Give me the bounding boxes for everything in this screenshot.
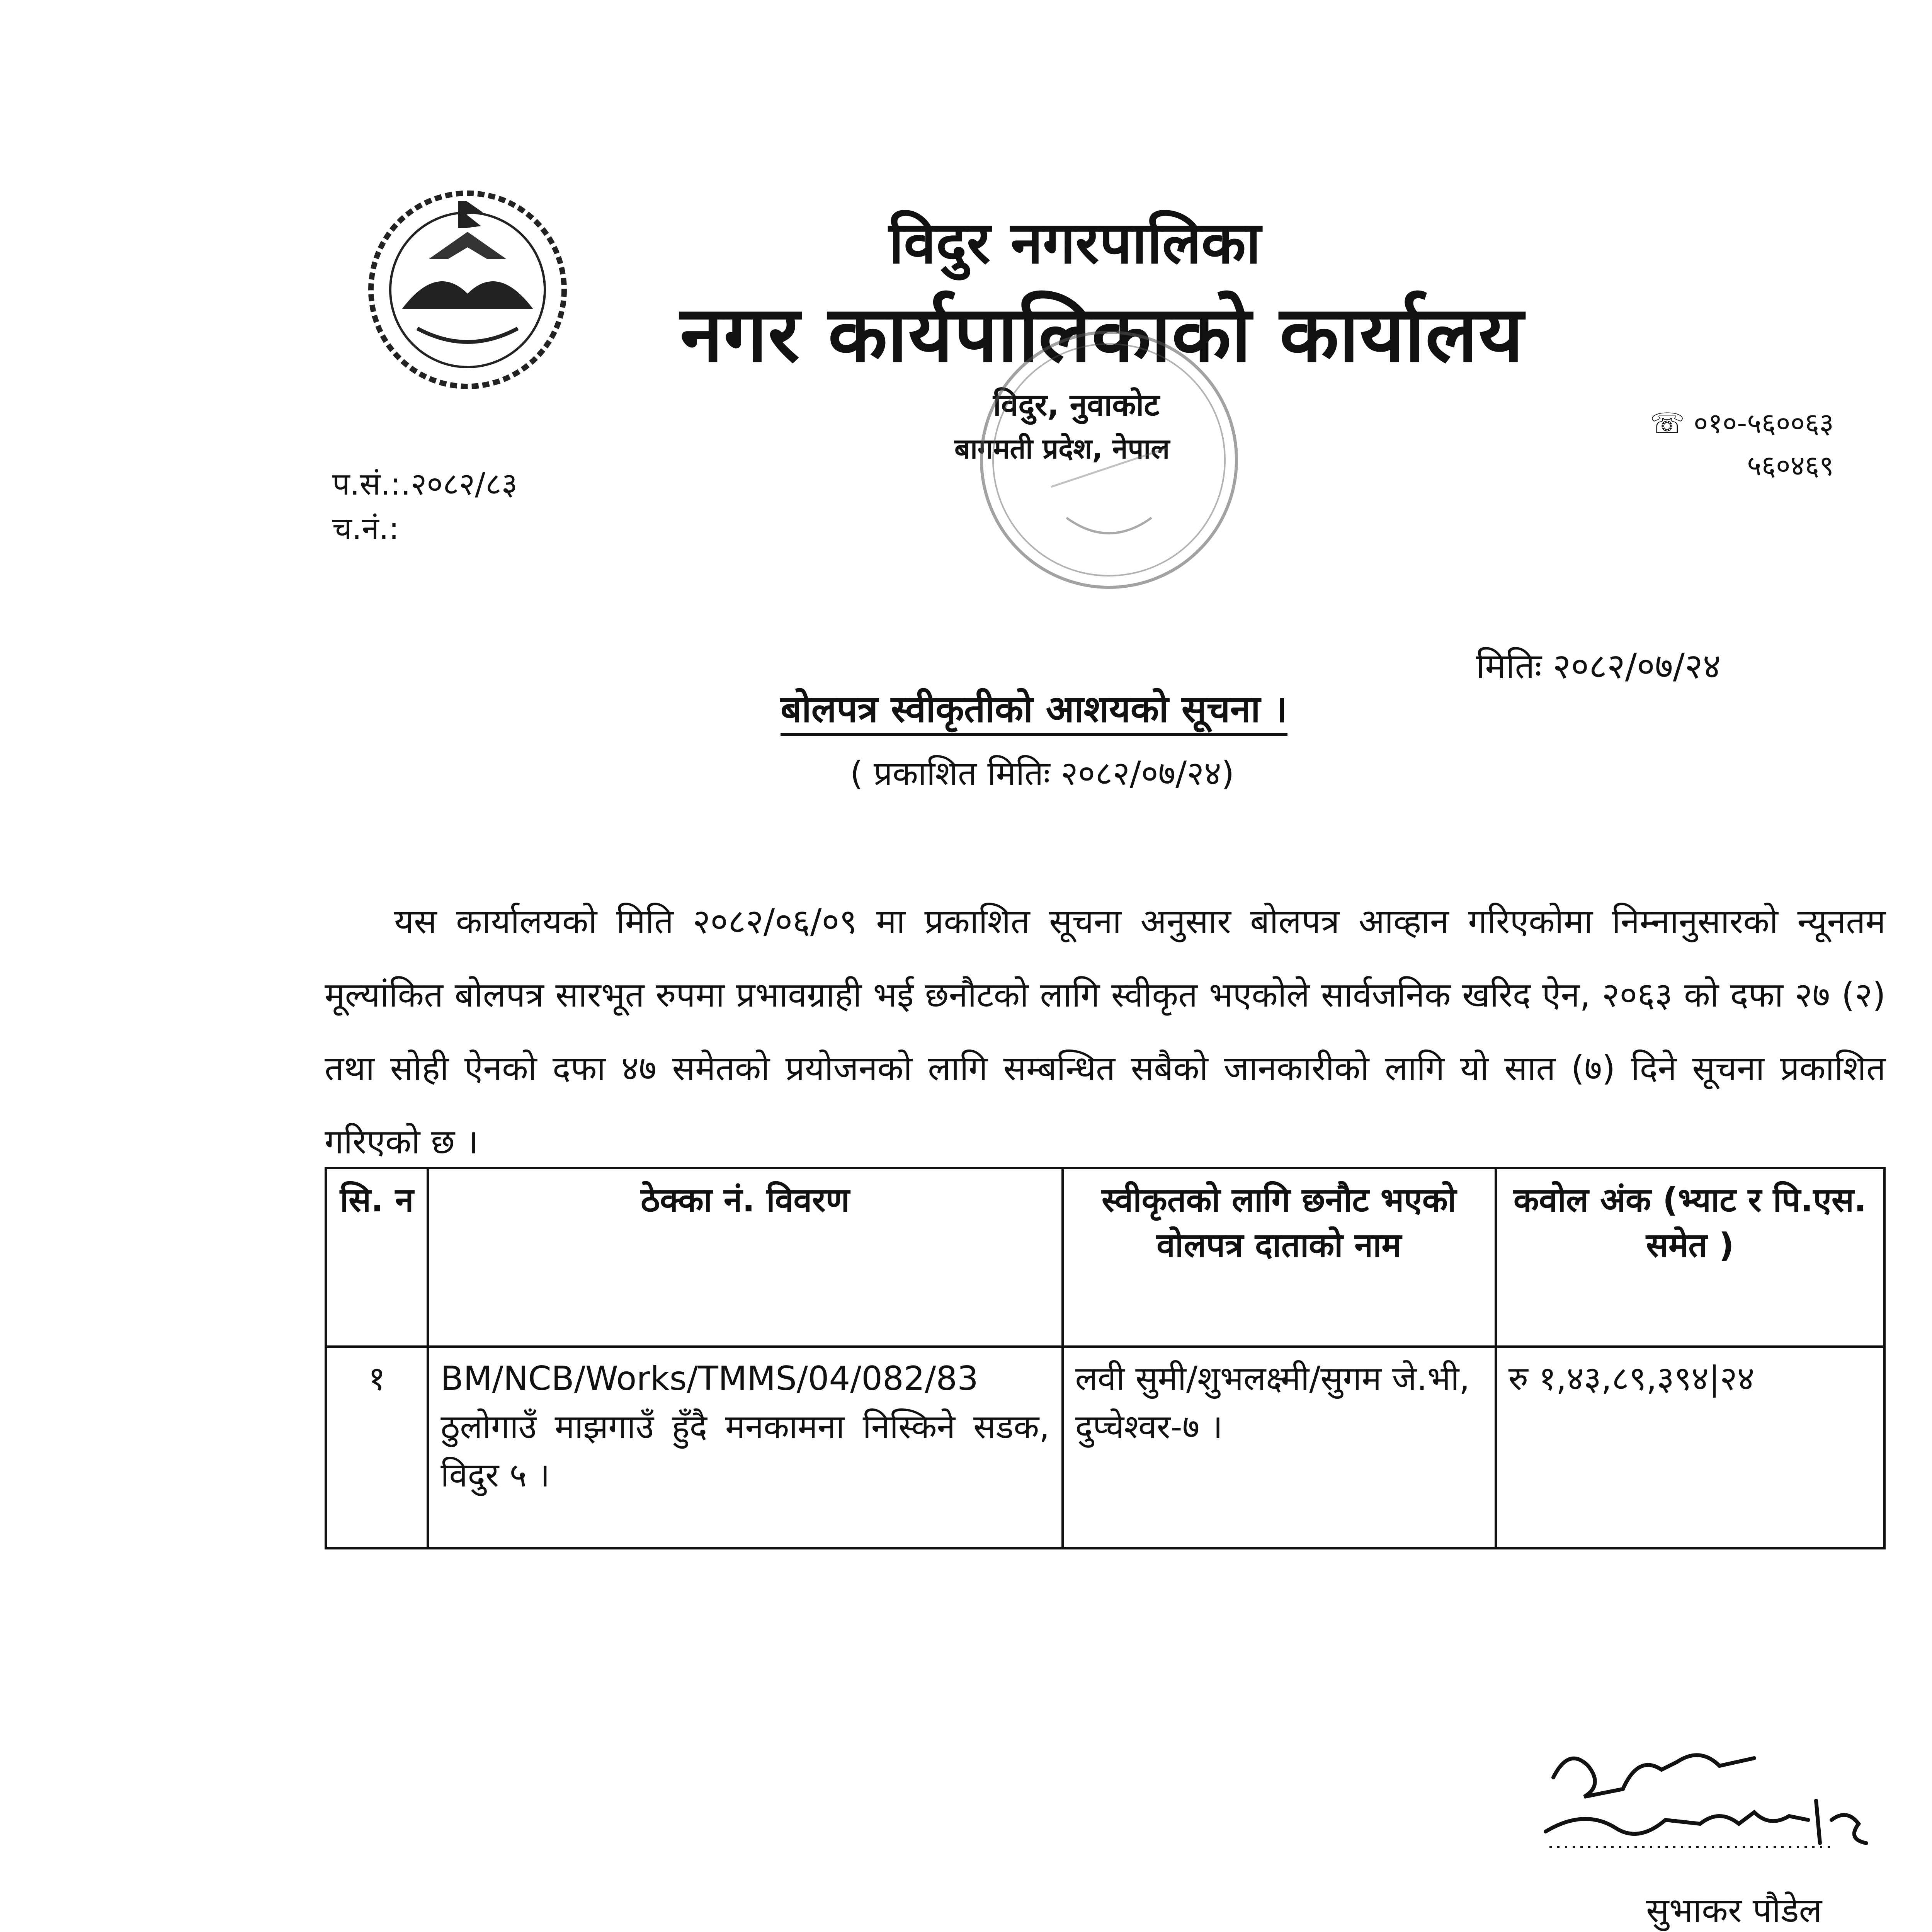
contract-description: ठुलोगाउँ माझगाउँ हुँदै मनकामना निस्किने सडक, विदुर ५ । (440, 1408, 1050, 1495)
phone-line-2: ५६०४६९ (1747, 449, 1834, 482)
col-header-bidder: स्वीकृतको लागि छनौट भएको वोलपत्र दाताको नाम (1063, 1168, 1496, 1347)
col-header-contract: ठेक्का नं. विवरण (428, 1168, 1062, 1347)
cell-contract (428, 1347, 1062, 1548)
reference-number: प.सं.:.२०८२/८३ (332, 466, 518, 502)
cell-sn: १ (326, 1347, 428, 1548)
phone-numbers (1650, 402, 1834, 487)
published-date: ( प्रकाशित मितिः २०८२/०७/२४) (850, 754, 1235, 793)
table-header-row (326, 1168, 1884, 1347)
phone-line-1: ☏ ०१०-५६००६३ (1650, 407, 1834, 439)
notice-title-text: बोलपत्र स्वीकृतीको आशयको सूचना । (781, 687, 1287, 736)
contract-number: BM/NCB/Works/TMMS/04/082/83 (440, 1359, 978, 1398)
office-seal-stamp (951, 301, 1267, 618)
address-line-2: बागमती प्रदेश, नेपाल (954, 432, 1170, 465)
cell-amount: रु १,४३,८९,३९४|२४ (1496, 1347, 1884, 1548)
table-row (326, 1347, 1884, 1548)
col-header-sn: सि. न (326, 1168, 428, 1347)
address-line-1: विदुर, नुवाकोट (993, 387, 1160, 423)
cell-bidder: लवी सुमी/शुभलक्ष्मी/सुगम जे.भी, दुप्चेश्वर-७ । (1063, 1347, 1496, 1548)
signatory-name: सुभाकर पौडेल (1646, 1890, 1822, 1930)
tender-table (325, 1167, 1886, 1549)
municipality-name: विदुर नगरपालिका (889, 209, 1261, 277)
reference-block (332, 462, 517, 551)
dispatch-number: च.नं.: (332, 510, 400, 546)
letter-date: मितिः २०८२/०७/२४ (1476, 646, 1721, 687)
government-emblem-icon (359, 178, 576, 394)
col-header-amount: कवोल अंक (भ्याट र पि.एस. समेत ) (1496, 1168, 1884, 1347)
office-name: नगर कार्यपालिकाको कार्यालय (680, 289, 1524, 379)
handwritten-signature (1538, 1731, 1878, 1859)
notice-body: यस कार्यालयको मिति २०८२/०६/०९ मा प्रकाशित सूचना अनुसार बोलपत्र आव्हान गरिएकोमा निम्नानुसारको न्यूनतम मूल्यांकित बोलपत्र सारभूत रुपमा प्रभावग्राही भई छनौटको लागि स्वीकृत भएकोले सार्वजनिक खरिद ऐन, २०६३ को दफा २७ (२) तथा सोही ऐनको दफा ४७ समेतको प्रयोजनको लागि सम्बन्धित सबैको जानकारीको लागि यो सात (७) दिने सूचना प्रकाशित गरिएको छ । (325, 901, 1886, 1162)
notice-title (781, 684, 1287, 734)
